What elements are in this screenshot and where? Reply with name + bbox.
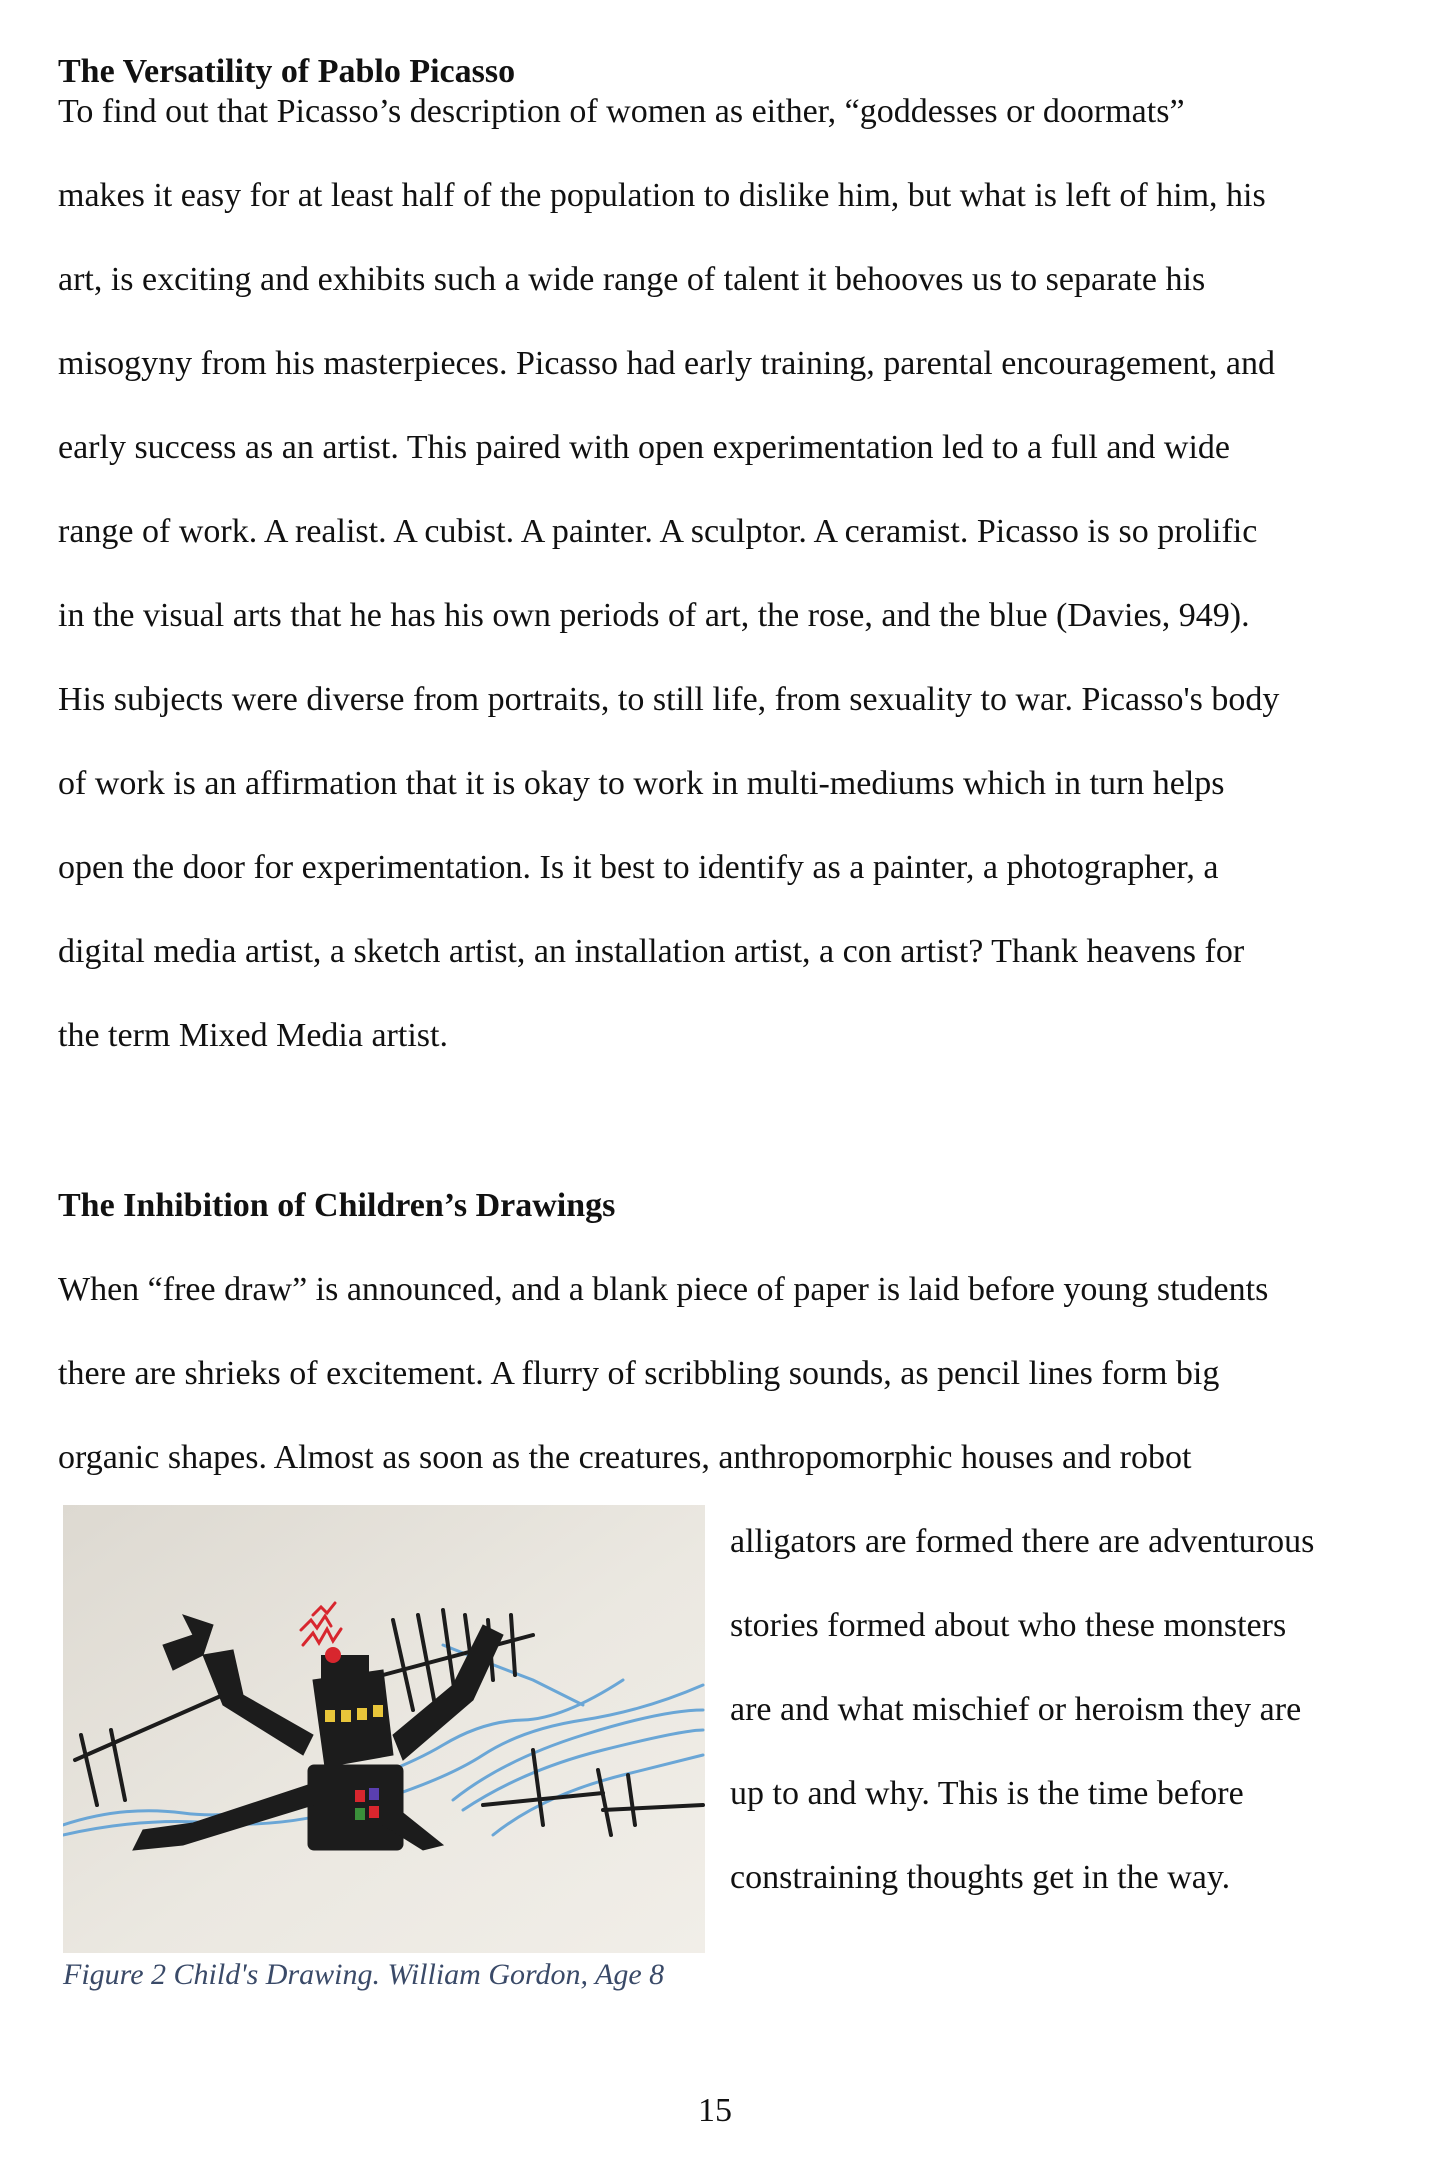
page-number: 15 [698, 2092, 732, 2129]
paragraph-line: constraining thoughts get in the way. [730, 1859, 1231, 1896]
paragraph-line: in the visual arts that he has his own periods of art, the rose, and the blue (Davies, 949). [58, 597, 1250, 634]
paragraph-line: open the door for experimentation. Is it best to identify as a painter, a photographer, a [58, 849, 1219, 886]
paragraph-line: up to and why. This is the time before [730, 1775, 1244, 1812]
paragraph-line: alligators are formed there are adventurous [730, 1523, 1315, 1560]
paragraph-line: of work is an affirmation that it is okay to work in multi-mediums which in turn helps [58, 765, 1225, 802]
section-heading-children: The Inhibition of Children’s Drawings [58, 1187, 616, 1224]
paragraph-line: His subjects were diverse from portraits, to still life, from sexuality to war. Picasso's body [58, 681, 1280, 718]
paragraph-line: are and what mischief or heroism they are [730, 1691, 1302, 1728]
paragraph-line: stories formed about who these monsters [730, 1607, 1287, 1644]
paragraph-line: there are shrieks of excitement. A flurry of scribbling sounds, as pencil lines form big [58, 1355, 1220, 1392]
paragraph-line: early success as an artist. This paired with open experimentation led to a full and wide [58, 429, 1231, 466]
figure-caption: Figure 2 Child's Drawing. William Gordon, Age 8 [63, 1958, 665, 1991]
paragraph-line: the term Mixed Media artist. [58, 1017, 448, 1054]
paragraph-line: When “free draw” is announced, and a blank piece of paper is laid before young students [58, 1271, 1269, 1308]
paragraph-line: range of work. A realist. A cubist. A painter. A sculptor. A ceramist. Picasso is so prolific [58, 513, 1258, 550]
childs-drawing-image [63, 1505, 705, 1953]
paragraph-line: To find out that Picasso’s description of women as either, “goddesses or doormats” [58, 93, 1185, 130]
paragraph-line: misogyny from his masterpieces. Picasso had early training, parental encouragement, and [58, 345, 1276, 382]
childs-drawing-illustration [63, 1505, 705, 1953]
paragraph-line: makes it easy for at least half of the population to dislike him, but what is left of him, his [58, 177, 1266, 214]
paragraph-line: organic shapes. Almost as soon as the creatures, anthropomorphic houses and robot [58, 1439, 1192, 1476]
paragraph-line: digital media artist, a sketch artist, an installation artist, a con artist? Thank heavens for [58, 933, 1245, 970]
paragraph-line: art, is exciting and exhibits such a wide range of talent it behooves us to separate his [58, 261, 1206, 298]
section-heading-picasso: The Versatility of Pablo Picasso [58, 53, 516, 90]
